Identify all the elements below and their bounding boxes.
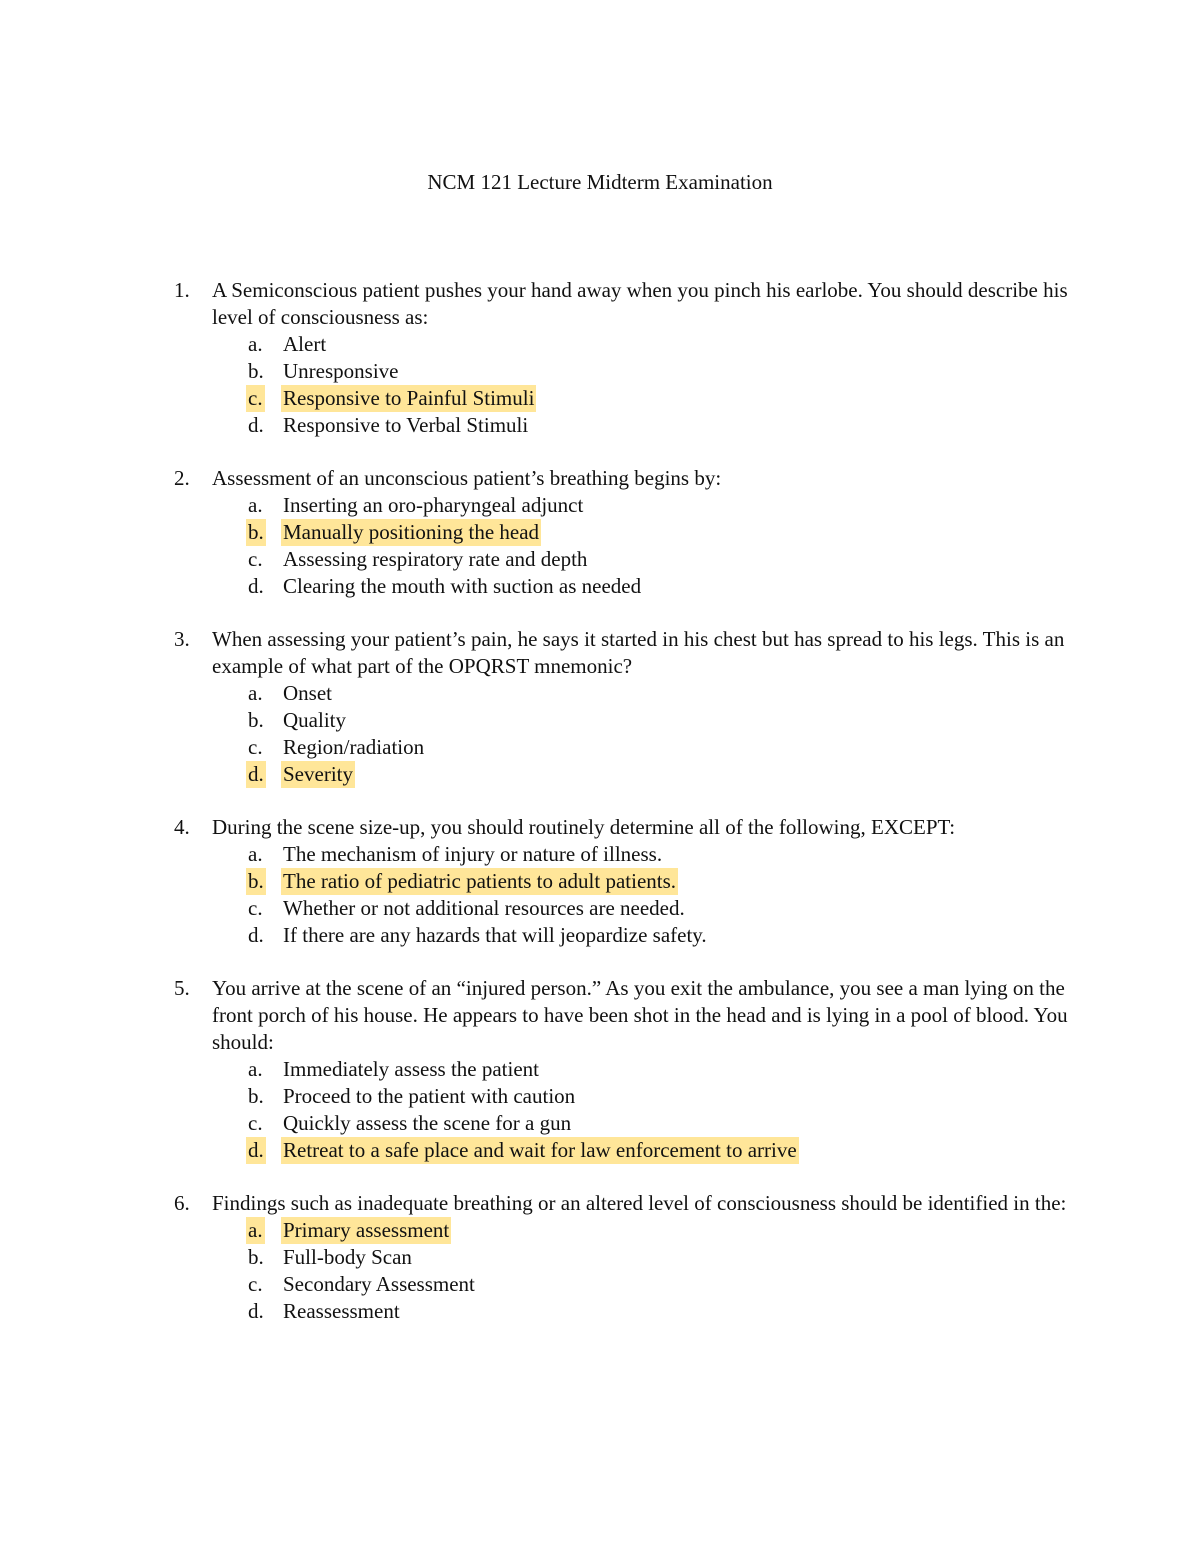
question-list	[0, 277, 1200, 1351]
question-number: 4.	[174, 815, 190, 839]
option	[0, 895, 1200, 922]
option	[0, 680, 1200, 707]
question-number: 3.	[174, 627, 190, 651]
option	[0, 1083, 1200, 1110]
option-text: Alert	[283, 332, 327, 356]
question-item	[0, 814, 1200, 949]
option-letter: c.	[248, 1111, 263, 1135]
option-text: The mechanism of injury or nature of illness.	[283, 842, 663, 866]
option-text: Onset	[283, 681, 332, 705]
question-text: When assessing your patient’s pain, he says it started in his chest but has spread to his legs. This is an example of what part of the OPQRST mnemonic?	[212, 627, 1065, 678]
option	[0, 1056, 1200, 1083]
option-list	[0, 331, 1200, 439]
option-letter: a.	[248, 332, 263, 356]
option	[0, 707, 1200, 734]
option-letter: b.	[248, 708, 264, 732]
option-letter: c.	[248, 735, 263, 759]
question-text: Findings such as inadequate breathing or an altered level of consciousness should be identified in the:	[212, 1191, 1067, 1215]
option-text: Severity	[283, 762, 353, 786]
option-text: Full-body Scan	[283, 1245, 412, 1269]
option-letter: c.	[248, 547, 263, 571]
option-text: Unresponsive	[283, 359, 399, 383]
question-text: During the scene size-up, you should routinely determine all of the following, EXCEPT:	[212, 815, 956, 839]
option-list	[0, 492, 1200, 600]
document-title: NCM 121 Lecture Midterm Examination	[427, 170, 773, 194]
option-text: Manually positioning the head	[283, 520, 540, 544]
option-letter: b.	[248, 520, 264, 544]
question-item	[0, 465, 1200, 600]
option-correct-answer	[0, 385, 1200, 412]
question-number: 1.	[174, 278, 190, 302]
option	[0, 1298, 1200, 1325]
option-letter: d.	[248, 1299, 264, 1323]
option	[0, 492, 1200, 519]
option-letter: b.	[248, 1084, 264, 1108]
option-letter: a.	[248, 842, 263, 866]
question-number: 2.	[174, 466, 190, 490]
option-list	[0, 1217, 1200, 1325]
option	[0, 841, 1200, 868]
option-correct-answer	[0, 761, 1200, 788]
question-item	[0, 277, 1200, 439]
option-correct-answer	[0, 868, 1200, 895]
option-list	[0, 841, 1200, 949]
option-text: Secondary Assessment	[283, 1272, 475, 1296]
option-text: Whether or not additional resources are needed.	[283, 896, 685, 920]
option-text: If there are any hazards that will jeopardize safety.	[283, 923, 707, 947]
question-item	[0, 975, 1200, 1164]
question-number: 6.	[174, 1191, 190, 1215]
option-letter: c.	[248, 1272, 263, 1296]
option-text: Reassessment	[283, 1299, 400, 1323]
question-item	[0, 1190, 1200, 1325]
option-text: Proceed to the patient with caution	[283, 1084, 576, 1108]
option-letter: d.	[248, 923, 264, 947]
option-correct-answer	[0, 1137, 1200, 1164]
option-letter: b.	[248, 869, 264, 893]
option-letter: a.	[248, 1057, 263, 1081]
option	[0, 734, 1200, 761]
option	[0, 412, 1200, 439]
option-letter: a.	[248, 681, 263, 705]
question-number: 5.	[174, 976, 190, 1000]
option-letter: d.	[248, 1138, 264, 1162]
option-letter: d.	[248, 413, 264, 437]
option-letter: a.	[248, 1218, 263, 1242]
option-text: Clearing the mouth with suction as needed	[283, 574, 642, 598]
option-correct-answer	[0, 1217, 1200, 1244]
option	[0, 358, 1200, 385]
option	[0, 331, 1200, 358]
option-correct-answer	[0, 519, 1200, 546]
question-text: You arrive at the scene of an “injured person.” As you exit the ambulance, you see a man lying on the front porch of his house. He appears to have been shot in the head and is lying in a pool of blood. You should:	[212, 976, 1068, 1054]
option-text: Retreat to a safe place and wait for law enforcement to arrive	[283, 1138, 797, 1162]
option	[0, 1110, 1200, 1137]
option	[0, 1271, 1200, 1298]
option	[0, 573, 1200, 600]
option	[0, 1244, 1200, 1271]
option-list	[0, 1056, 1200, 1164]
option-text: Quality	[283, 708, 346, 732]
option-letter: a.	[248, 493, 263, 517]
question-text: Assessment of an unconscious patient’s breathing begins by:	[212, 466, 722, 490]
option-letter: b.	[248, 359, 264, 383]
option-letter: b.	[248, 1245, 264, 1269]
option-text: Responsive to Painful Stimuli	[283, 386, 535, 410]
option-text: Region/radiation	[283, 735, 425, 759]
option	[0, 546, 1200, 573]
option-text: Responsive to Verbal Stimuli	[283, 413, 529, 437]
option-letter: d.	[248, 762, 264, 786]
option-letter: d.	[248, 574, 264, 598]
option-letter: c.	[248, 896, 263, 920]
option-text: Immediately assess the patient	[283, 1057, 540, 1081]
question-text: A Semiconscious patient pushes your hand away when you pinch his earlobe. You should describe his level of consciousness as:	[212, 278, 1068, 329]
option	[0, 922, 1200, 949]
option-text: The ratio of pediatric patients to adult patients.	[283, 869, 677, 893]
option-text: Quickly assess the scene for a gun	[283, 1111, 572, 1135]
option-text: Assessing respiratory rate and depth	[283, 547, 588, 571]
option-letter: c.	[248, 386, 263, 410]
option-text: Inserting an oro-pharyngeal adjunct	[283, 493, 584, 517]
question-item	[0, 626, 1200, 788]
option-list	[0, 680, 1200, 788]
option-text: Primary assessment	[283, 1218, 450, 1242]
